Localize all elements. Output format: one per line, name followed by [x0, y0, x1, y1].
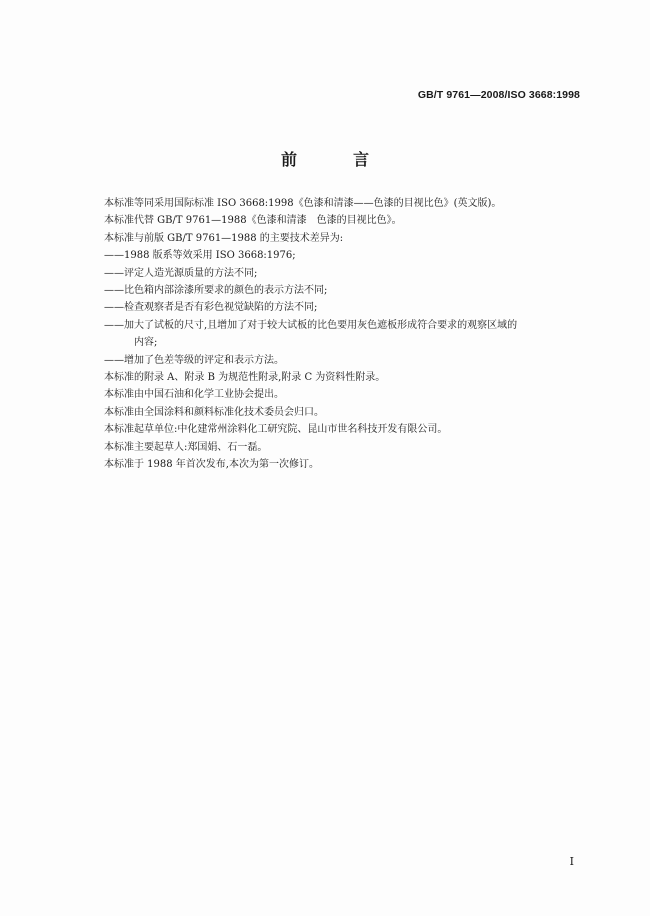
standard-number: GB/T 9761—2008/ISO 3668:1998: [417, 89, 580, 101]
paragraph-annexes: 本标准的附录 A、附录 B 为规范性附录,附录 C 为资料性附录。: [104, 372, 386, 384]
paragraph-history: 本标准于 1988 年首次发布,本次为第一次修订。: [104, 459, 319, 471]
list-item: ——加大了试板的尺寸,且增加了对于较大试板的比色要用灰色遮板形成符合要求的观察区域的: [104, 319, 518, 331]
paragraph-committee: 本标准由全国涂料和颜料标准化技术委员会归口。: [104, 406, 324, 418]
paragraph-replaces: 本标准代替 GB/T 9761—1988《色漆和清漆 色漆的目视比色》。: [104, 215, 402, 227]
list-item-continuation: 内容;: [134, 337, 158, 349]
paragraph-proposer: 本标准由中国石油和化学工业协会提出。: [104, 389, 284, 401]
paragraph-drafting-units: 本标准起草单位:中化建常州涂料化工研究院、昆山市世名科技开发有限公司。: [104, 424, 448, 436]
list-item: ——1988 版系等效采用 ISO 3668:1976;: [104, 250, 296, 262]
list-item: ——评定人造光源质量的方法不同;: [104, 267, 258, 279]
page-number: I: [569, 855, 574, 868]
list-item: ——检查观察者是否有彩色视觉缺陷的方法不同;: [104, 302, 318, 314]
foreword-body: [104, 195, 584, 474]
page-title: 前 言: [280, 150, 389, 169]
paragraph-adoption: 本标准等同采用国际标准 ISO 3668:1998《色漆和清漆——色漆的目视比色》(英文版)。: [104, 198, 502, 209]
list-item: ——比色箱内部涂漆所要求的颜色的表示方法不同;: [104, 285, 328, 297]
paragraph-differences-intro: 本标准与前版 GB/T 9761—1988 的主要技术差异为:: [104, 232, 344, 244]
list-item: ——增加了色差等级的评定和表示方法。: [104, 354, 284, 366]
paragraph-drafters: 本标准主要起草人:郑国娟、石一磊。: [104, 441, 268, 453]
